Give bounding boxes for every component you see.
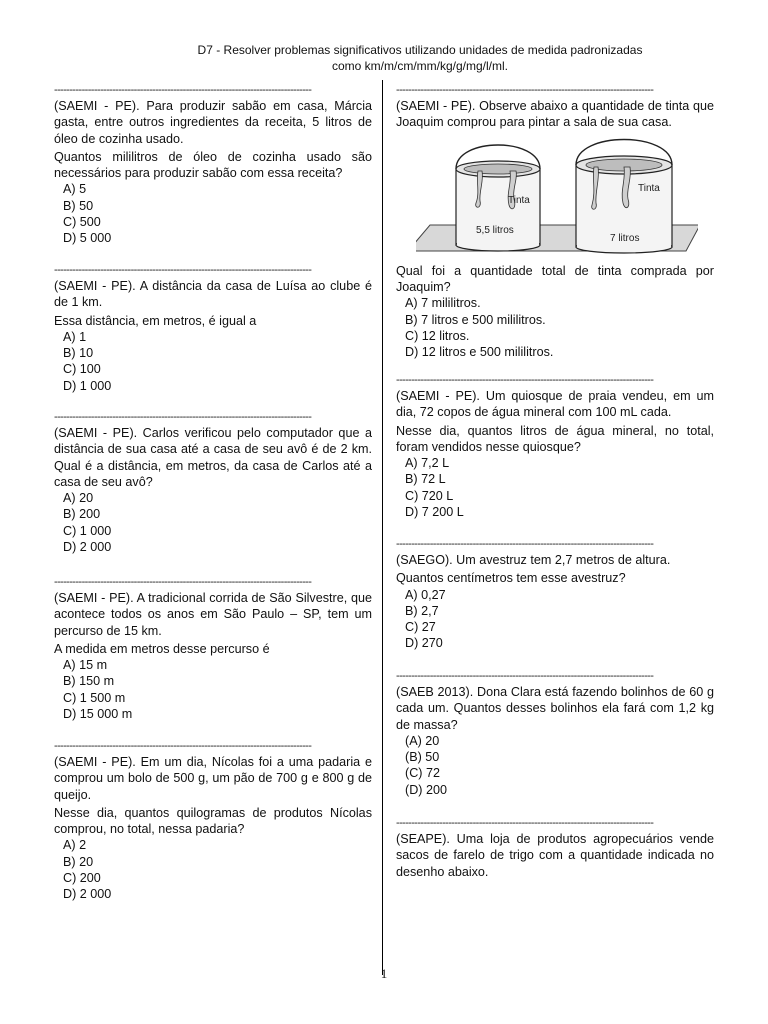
option-d[interactable]: D) 2 000 xyxy=(63,887,112,902)
separator-line: ------------------------------------------------------------------------------------ xyxy=(54,264,312,276)
option-b[interactable]: (B) 50 xyxy=(405,750,440,765)
can2-label: Tinta xyxy=(638,182,660,194)
option-d[interactable]: D) 2 000 xyxy=(63,540,112,555)
separator-line: ------------------------------------------------------------------------------------ xyxy=(396,538,654,550)
option-d[interactable]: D) 15 000 m xyxy=(63,707,133,722)
option-a[interactable]: A) 0,27 xyxy=(405,587,446,602)
question-9 xyxy=(396,670,714,798)
question-prompt: Qual foi a quantidade total de tinta comprada por Joaquim? xyxy=(396,263,714,295)
question-10 xyxy=(396,817,714,880)
answer-options xyxy=(396,295,714,360)
option-c[interactable]: C) 200 xyxy=(63,871,101,886)
option-d[interactable]: D) 7 200 L xyxy=(405,505,464,520)
question-5 xyxy=(54,740,372,903)
option-a[interactable]: A) 7,2 L xyxy=(405,456,450,471)
option-b[interactable]: B) 150 m xyxy=(63,674,115,689)
question-1 xyxy=(54,84,372,247)
question-prompt: Quantos centímetros tem esse avestruz? xyxy=(396,571,626,586)
option-d[interactable]: D) 5 000 xyxy=(63,231,112,246)
option-b[interactable]: B) 2,7 xyxy=(405,603,439,618)
paint-cans-drawing xyxy=(416,135,698,257)
answer-options xyxy=(396,587,714,652)
paint-cans-illustration xyxy=(416,135,714,261)
can1-label: Tinta xyxy=(508,194,530,206)
separator-line: ------------------------------------------------------------------------------------ xyxy=(54,84,312,96)
option-d[interactable]: D) 270 xyxy=(405,636,443,651)
option-c[interactable]: C) 27 xyxy=(405,620,436,635)
option-b[interactable]: B) 72 L xyxy=(405,472,446,487)
question-text: (SAEB 2013). Dona Clara está fazendo bolinhos de 60 g cada um. Quantos desses bolinhos ela fará com 1,2 kg de massa? xyxy=(396,685,714,732)
question-4 xyxy=(54,576,372,722)
column-divider xyxy=(382,80,383,975)
option-c[interactable]: C) 720 L xyxy=(405,488,454,503)
answer-options xyxy=(54,329,372,394)
option-c[interactable]: (C) 72 xyxy=(405,766,440,781)
can2-volume: 7 litros xyxy=(610,232,640,244)
question-prompt: Nesse dia, quantos quilogramas de produtos Nícolas comprou, no total, nessa padaria? xyxy=(54,805,372,837)
option-b[interactable]: B) 10 xyxy=(63,346,94,361)
question-text: (SAEMI - PE). A tradicional corrida de São Silvestre, que acontece todos os anos em São Paulo – SP, tem um percurso de 15 km. xyxy=(54,591,372,638)
answer-options xyxy=(54,490,372,555)
option-d[interactable]: D) 12 litros e 500 mililitros. xyxy=(405,345,554,360)
option-b[interactable]: B) 20 xyxy=(63,854,94,869)
question-text: (SAEGO). Um avestruz tem 2,7 metros de altura. xyxy=(396,553,671,567)
page-header xyxy=(150,42,690,74)
question-3 xyxy=(54,411,372,555)
separator-line: ------------------------------------------------------------------------------------ xyxy=(396,817,654,829)
option-c[interactable]: C) 500 xyxy=(63,215,101,230)
answer-options xyxy=(54,181,372,246)
answer-options xyxy=(396,733,714,798)
option-d[interactable]: D) 1 000 xyxy=(63,378,112,393)
option-a[interactable]: A) 7 mililitros. xyxy=(405,296,481,311)
option-a[interactable]: A) 2 xyxy=(63,838,87,853)
question-text: (SAEMI - PE). Observe abaixo a quantidade de tinta que Joaquim comprou para pintar a sala de sua casa. xyxy=(396,99,714,130)
option-c[interactable]: C) 12 litros. xyxy=(405,329,470,344)
can1-volume: 5,5 litros xyxy=(476,224,514,236)
option-b[interactable]: B) 200 xyxy=(63,507,101,522)
page-number: 1 xyxy=(380,966,388,981)
option-a[interactable]: (A) 20 xyxy=(405,733,440,748)
option-c[interactable]: C) 100 xyxy=(63,362,101,377)
question-8 xyxy=(396,538,714,652)
question-text: (SAEMI - PE). Carlos verificou pelo computador que a distância de sua casa até a casa de seu avô é de 2 km. Qual é a distância, em metros, da casa de Carlos até a casa de seu avô? xyxy=(54,426,372,489)
question-prompt: A medida em metros desse percurso é xyxy=(54,641,270,656)
separator-line: ------------------------------------------------------------------------------------ xyxy=(396,84,654,96)
question-prompt: Nesse dia, quantos litros de água mineral, no total, foram vendidos nesse quiosque? xyxy=(396,423,714,454)
question-text: (SAEMI - PE). A distância da casa de Luísa ao clube é de 1 km. xyxy=(54,279,372,310)
option-a[interactable]: A) 15 m xyxy=(63,658,108,673)
question-2 xyxy=(54,264,372,394)
question-prompt: Essa distância, em metros, é igual a xyxy=(54,313,257,328)
option-a[interactable]: A) 1 xyxy=(63,329,87,344)
header-subtitle: como km/m/cm/mm/kg/g/mg/l/ml. xyxy=(331,59,508,73)
header-title: D7 - Resolver problemas significativos utilizando unidades de medida padronizadas xyxy=(197,43,643,57)
separator-line: ------------------------------------------------------------------------------------ xyxy=(396,374,654,386)
option-c[interactable]: C) 1 500 m xyxy=(63,690,126,705)
question-text: (SAEMI - PE). Em um dia, Nícolas foi a uma padaria e comprou um bolo de 500 g, um pão de 700 g e 800 g de queijo. xyxy=(54,755,372,802)
separator-line: ------------------------------------------------------------------------------------ xyxy=(54,740,312,752)
answer-options xyxy=(396,455,714,520)
option-a[interactable]: A) 20 xyxy=(63,491,94,506)
question-text: (SEAPE). Uma loja de produtos agropecuários vende sacos de farelo de trigo com a quantidade indicada no desenho abaixo. xyxy=(396,832,714,879)
question-text: (SAEMI - PE). Para produzir sabão em casa, Márcia gasta, entre outros ingredientes da receita, 5 litros de óleo de cozinha usado. xyxy=(54,99,372,146)
option-c[interactable]: C) 1 000 xyxy=(63,523,112,538)
question-text: (SAEMI - PE). Um quiosque de praia vendeu, em um dia, 72 copos de água mineral com 100 mL cada. xyxy=(396,389,714,420)
separator-line: ------------------------------------------------------------------------------------ xyxy=(54,411,312,423)
option-d[interactable]: (D) 200 xyxy=(405,782,447,797)
separator-line: ------------------------------------------------------------------------------------ xyxy=(54,576,312,588)
question-7 xyxy=(396,374,714,520)
question-prompt: Quantos mililitros de óleo de cozinha usado são necessários para produzir sabão com essa receita? xyxy=(54,149,372,181)
option-a[interactable]: A) 5 xyxy=(63,182,87,197)
option-b[interactable]: B) 7 litros e 500 mililitros. xyxy=(405,312,546,327)
answer-options xyxy=(54,657,372,722)
question-6 xyxy=(396,84,714,361)
option-b[interactable]: B) 50 xyxy=(63,198,94,213)
separator-line: ------------------------------------------------------------------------------------ xyxy=(396,670,654,682)
answer-options xyxy=(54,837,372,902)
